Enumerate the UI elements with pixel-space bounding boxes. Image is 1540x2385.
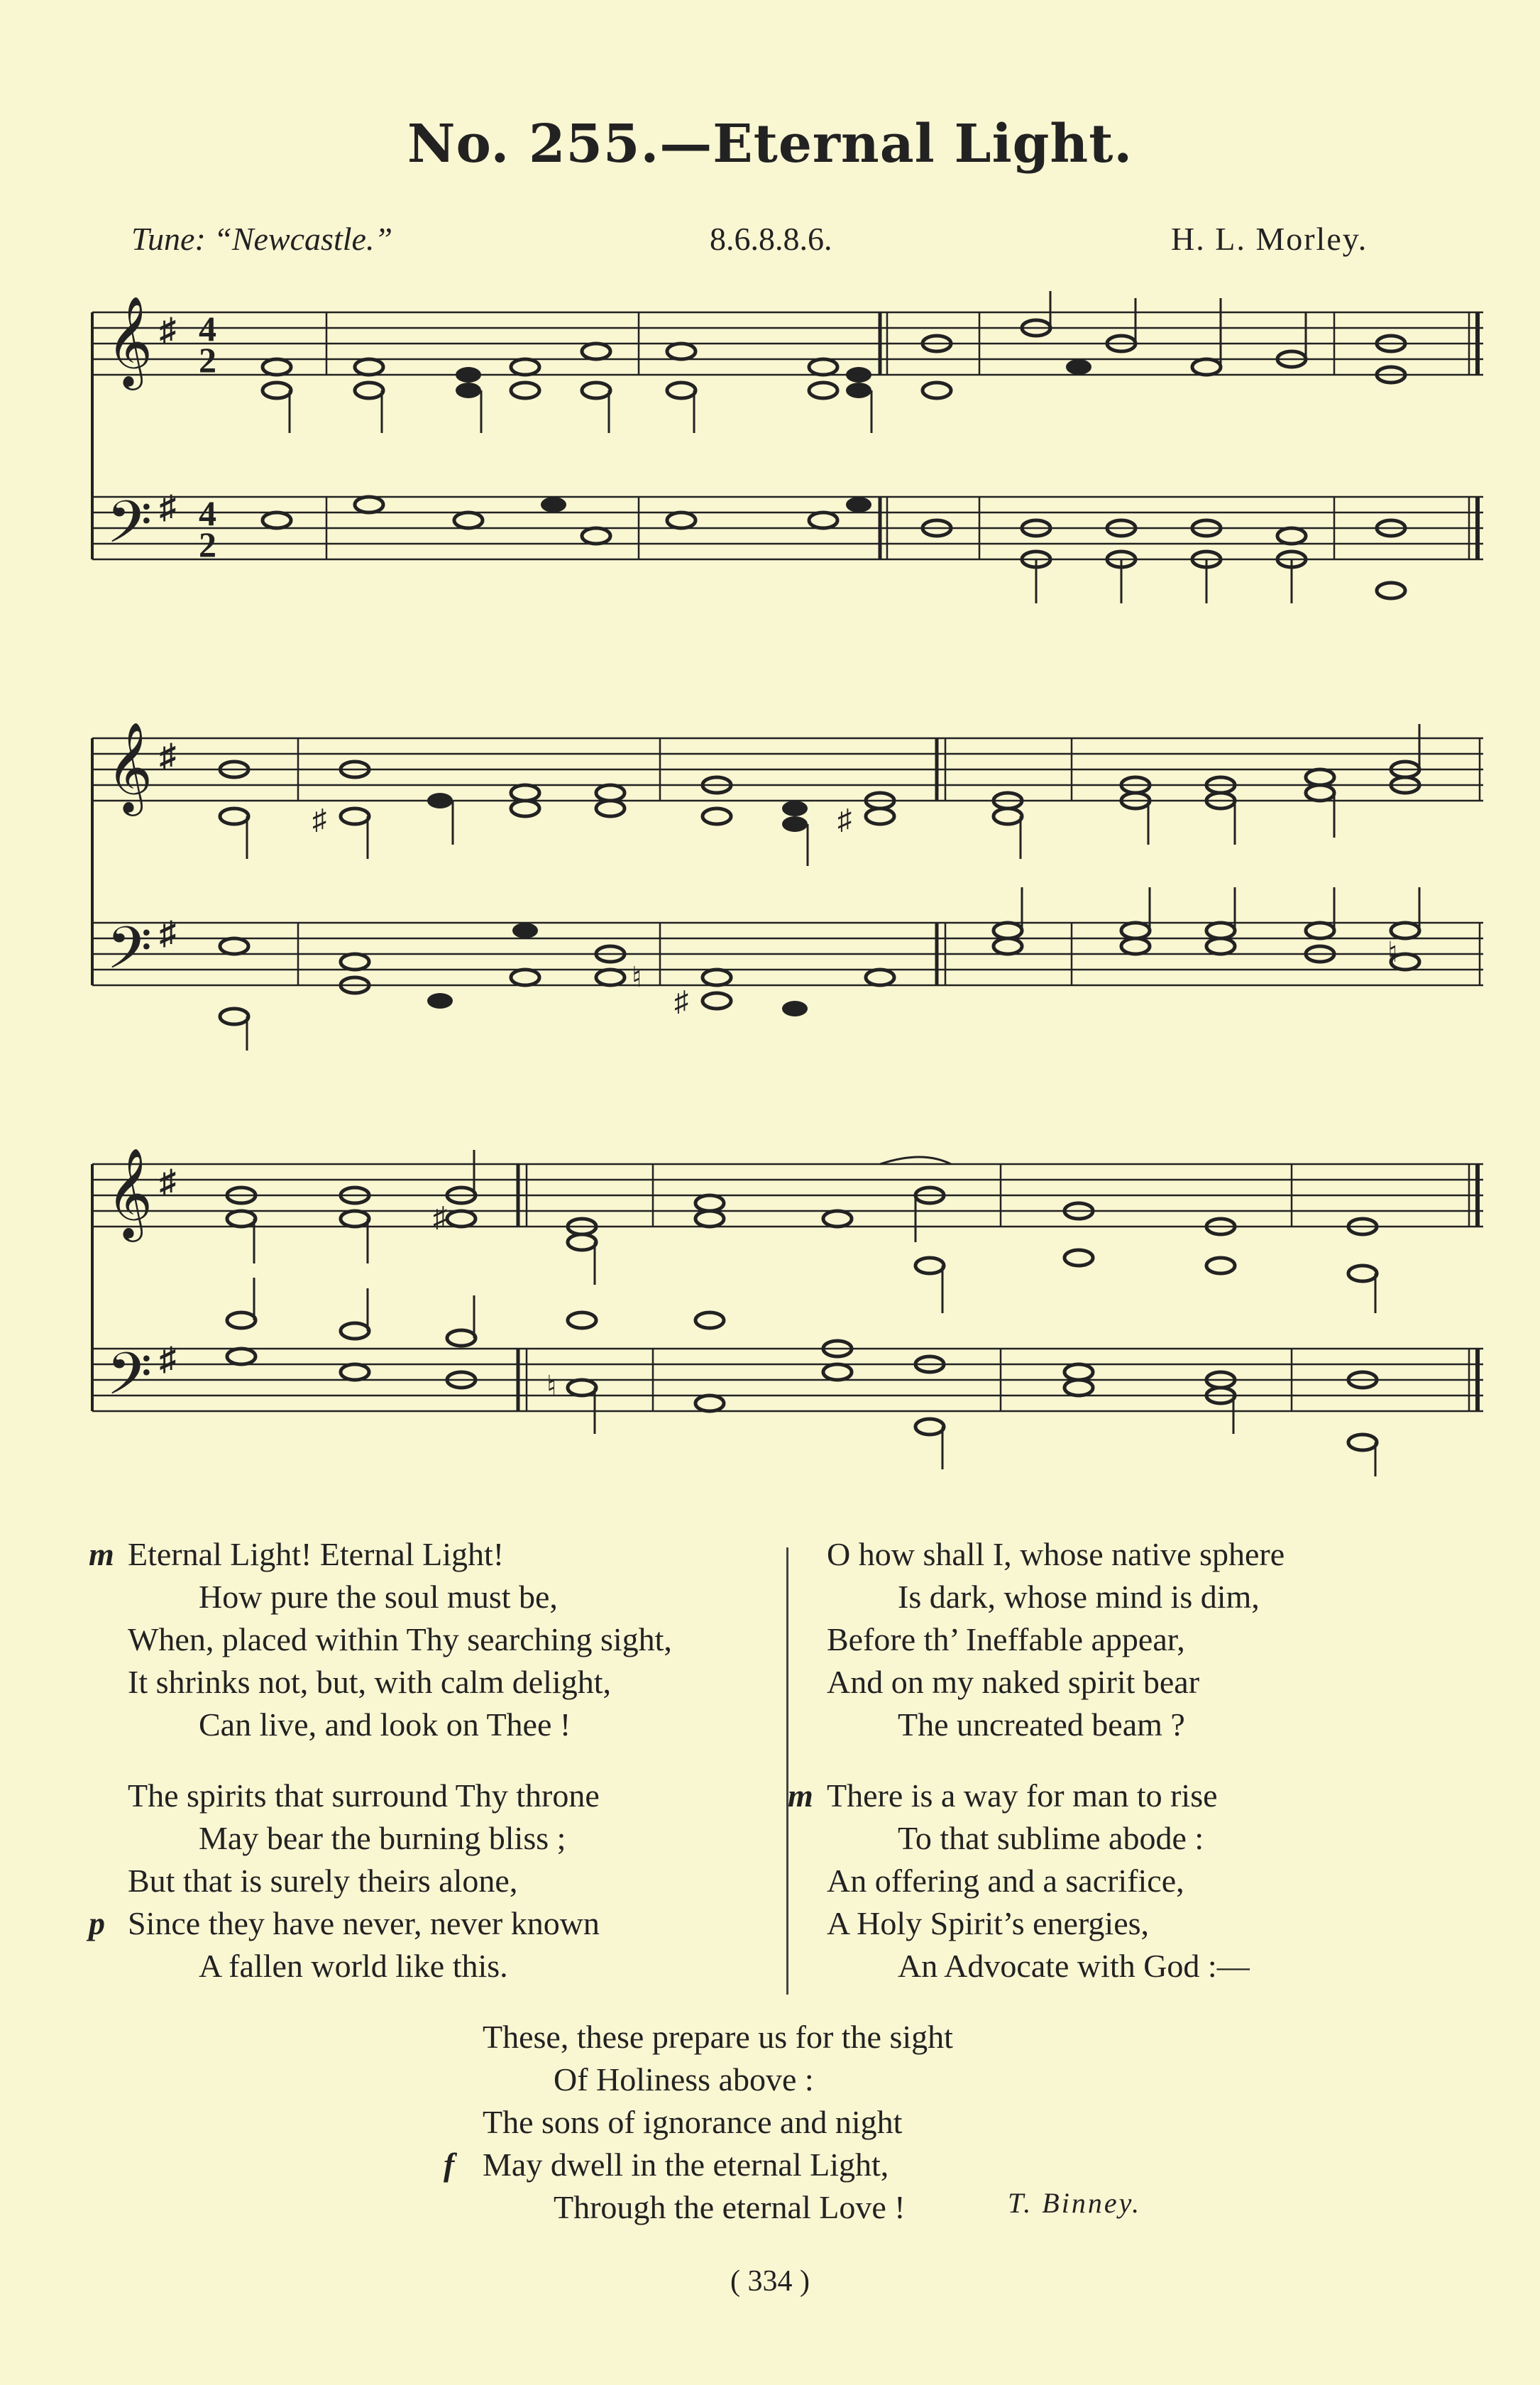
verse-line bbox=[827, 1576, 1494, 1618]
hymn-title: No. 255.—Eternal Light. bbox=[407, 114, 1133, 175]
verse-column-right bbox=[788, 1533, 1494, 2016]
verse-line bbox=[128, 1661, 795, 1704]
verse-line bbox=[827, 1945, 1494, 1988]
line-text: Since they have never, never known bbox=[128, 1905, 600, 1941]
line-text: An Advocate with God :— bbox=[898, 1948, 1250, 1984]
verse-2 bbox=[89, 1775, 795, 1988]
svg-text:♯: ♯ bbox=[160, 1341, 176, 1377]
line-text: How pure the soul must be, bbox=[199, 1579, 558, 1615]
score-system-1 bbox=[85, 284, 1490, 618]
music-notation bbox=[85, 1136, 1490, 1476]
verse-line bbox=[128, 1945, 795, 1988]
line-text: When, placed within Thy searching sight, bbox=[128, 1621, 672, 1657]
svg-text:2: 2 bbox=[199, 340, 216, 380]
svg-text:𝄢: 𝄢 bbox=[106, 488, 153, 571]
bass-staff bbox=[92, 497, 1483, 559]
svg-text:♯: ♯ bbox=[160, 738, 176, 774]
line-text: A fallen world like this. bbox=[199, 1948, 508, 1984]
verse-line bbox=[444, 2144, 953, 2186]
verse-line bbox=[89, 1902, 795, 1945]
svg-text:4: 4 bbox=[199, 309, 216, 349]
music-notation bbox=[85, 710, 1490, 1051]
line-text: To that sublime abode : bbox=[898, 1820, 1204, 1856]
svg-text:♯: ♯ bbox=[160, 312, 176, 348]
verse-line bbox=[483, 2058, 953, 2101]
svg-text:4: 4 bbox=[199, 493, 216, 533]
svg-text:♯: ♯ bbox=[160, 1163, 176, 1200]
line-text: A Holy Spirit’s energies, bbox=[827, 1905, 1150, 1941]
verse-line bbox=[788, 1775, 1494, 1817]
line-text: Of Holiness above : bbox=[554, 2061, 814, 2098]
line-text: These, these prepare us for the sight bbox=[483, 2019, 953, 2055]
verse-line bbox=[827, 1860, 1494, 1902]
verse-line bbox=[128, 1817, 795, 1860]
line-text: Can live, and look on Thee ! bbox=[199, 1706, 571, 1743]
line-text: The uncreated beam ? bbox=[898, 1706, 1185, 1743]
line-text: Before th’ Ineffable appear, bbox=[827, 1621, 1185, 1657]
svg-text:𝄞: 𝄞 bbox=[106, 721, 153, 812]
composer: H. L. Morley. bbox=[1171, 221, 1368, 257]
verse-line bbox=[128, 1775, 795, 1817]
svg-text:♯: ♯ bbox=[433, 1201, 447, 1233]
dynamic-mark: f bbox=[444, 2146, 455, 2183]
svg-text:𝄢: 𝄢 bbox=[106, 914, 153, 997]
svg-text:♯: ♯ bbox=[312, 804, 326, 835]
dynamic-mark: m bbox=[89, 1536, 114, 1572]
score-system-3 bbox=[85, 1136, 1490, 1476]
verse-column-left bbox=[89, 1533, 795, 2016]
verse-line bbox=[827, 1661, 1494, 1704]
verse-line bbox=[89, 1533, 795, 1576]
line-text: Eternal Light! Eternal Light! bbox=[128, 1536, 505, 1572]
line-text: Through the eternal Love ! bbox=[554, 2189, 906, 2225]
svg-text:𝄢: 𝄢 bbox=[106, 1339, 153, 1422]
verse-line bbox=[128, 1618, 795, 1661]
verse-line bbox=[827, 1817, 1494, 1860]
verse-line bbox=[827, 1902, 1494, 1945]
svg-text:𝄞: 𝄞 bbox=[106, 1147, 153, 1238]
dynamic-mark: m bbox=[788, 1777, 813, 1814]
verse-1 bbox=[89, 1533, 795, 1746]
treble-staff bbox=[92, 312, 1483, 375]
line-text: O how shall I, whose native sphere bbox=[827, 1536, 1285, 1572]
page-number: ( 334 ) bbox=[730, 2265, 810, 2298]
verse-line bbox=[483, 2101, 953, 2144]
verse-line bbox=[483, 2016, 953, 2058]
line-text: There is a way for man to rise bbox=[827, 1777, 1218, 1814]
dynamic-mark: p bbox=[89, 1905, 105, 1941]
line-text: May dwell in the eternal Light, bbox=[483, 2146, 889, 2183]
tune-name: Tune: “Newcastle.” bbox=[131, 221, 393, 257]
svg-text:♯: ♯ bbox=[160, 489, 176, 525]
line-text: But that is surely theirs alone, bbox=[128, 1863, 518, 1899]
verse-line bbox=[827, 1618, 1494, 1661]
author-credit: T. Binney. bbox=[1008, 2187, 1142, 2219]
verse-line bbox=[827, 1704, 1494, 1746]
meter: 8.6.8.8.6. bbox=[710, 221, 832, 257]
verse-line bbox=[128, 1704, 795, 1746]
line-text: The spirits that surround Thy throne bbox=[128, 1777, 600, 1814]
line-text: The sons of ignorance and night bbox=[483, 2104, 903, 2140]
svg-text:♯: ♯ bbox=[160, 915, 176, 951]
svg-text:2: 2 bbox=[199, 525, 216, 564]
music-notation bbox=[85, 284, 1490, 618]
verse-line bbox=[827, 1533, 1494, 1576]
line-text: And on my naked spirit bear bbox=[827, 1664, 1200, 1700]
verse-4 bbox=[788, 1775, 1494, 1988]
svg-text:𝄞: 𝄞 bbox=[106, 295, 153, 386]
verse-3 bbox=[827, 1533, 1494, 1746]
verse-5 bbox=[444, 2016, 953, 2229]
line-text: May bear the burning bliss ; bbox=[199, 1820, 566, 1856]
score-system-2 bbox=[85, 710, 1490, 1051]
line-text: Is dark, whose mind is dim, bbox=[898, 1579, 1260, 1615]
svg-text:♮: ♮ bbox=[632, 961, 642, 993]
verse-line bbox=[128, 1860, 795, 1902]
svg-text:♮: ♮ bbox=[546, 1370, 557, 1402]
verse-line bbox=[483, 2186, 953, 2229]
svg-text:♯: ♯ bbox=[837, 804, 852, 835]
line-text: An offering and a sacrifice, bbox=[827, 1863, 1184, 1899]
line-text: It shrinks not, but, with calm delight, bbox=[128, 1664, 611, 1700]
svg-text:♮: ♮ bbox=[1387, 936, 1398, 968]
svg-text:♯: ♯ bbox=[674, 985, 688, 1017]
verse-line bbox=[128, 1576, 795, 1618]
